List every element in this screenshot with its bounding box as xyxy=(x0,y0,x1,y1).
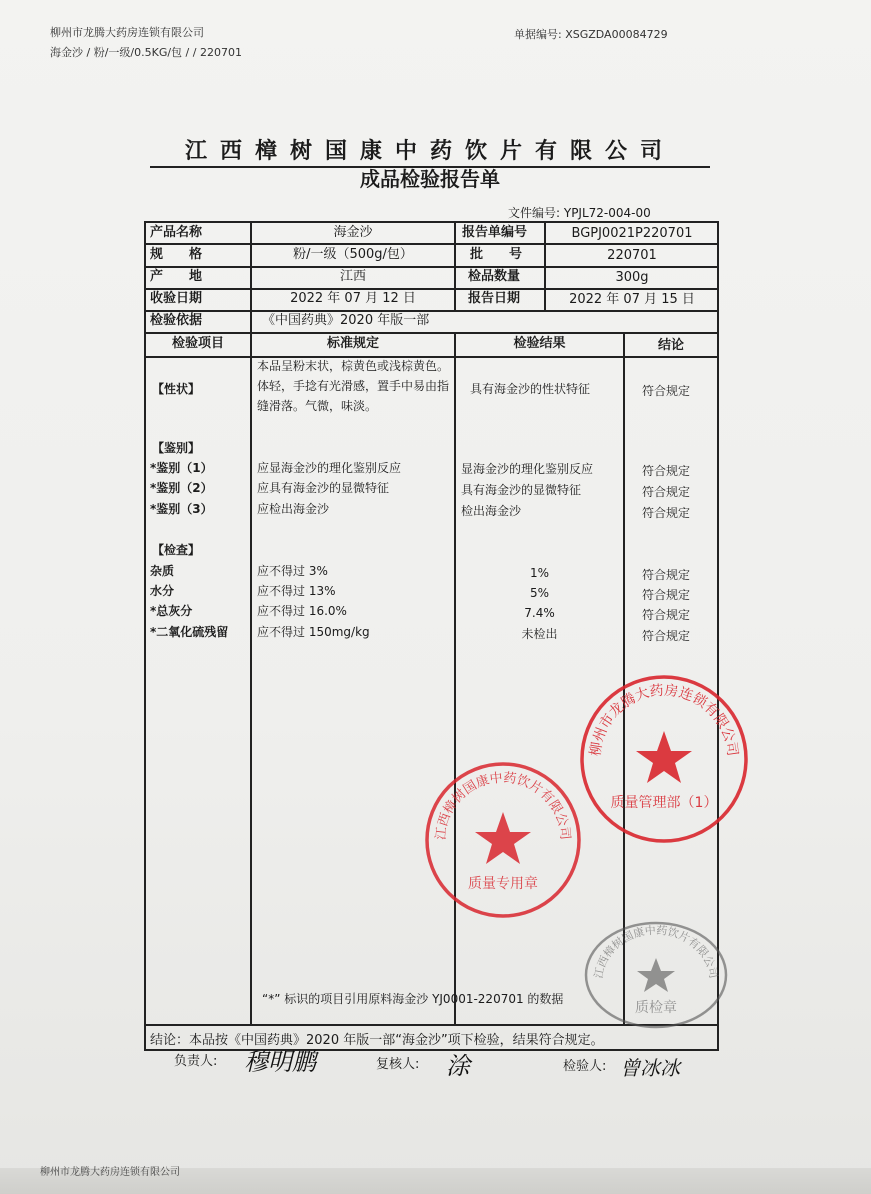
report-title: 成品检验报告单 xyxy=(360,167,500,191)
id-item: *鉴别（2） xyxy=(150,481,213,495)
section-properties: 【性状】 xyxy=(152,382,201,396)
footer-company: 柳州市龙腾大药房连锁有限公司 xyxy=(40,1167,180,1178)
check-result: 1% xyxy=(529,566,550,580)
receive-date-value: 2022 年 07 月 12 日 xyxy=(290,291,416,306)
seal-bottom-text: 质检章 xyxy=(635,1000,677,1016)
responsible-signature: 穆明鹏 xyxy=(244,1048,316,1076)
spec-value: 粉/一级（500g/包） xyxy=(293,247,413,262)
qc-seal-gray xyxy=(582,920,730,1030)
reviewer-signature: 涂 xyxy=(446,1052,470,1080)
id-conclusion: 符合规定 xyxy=(642,506,691,520)
properties-standard: 本品呈粉末状，棕黄色或浅棕黄色。体轻，手捻有光滑感，置手中易由指缝滑落。气微，味淡。 xyxy=(257,359,450,413)
star-icon xyxy=(636,731,692,783)
receive-date-label: 收验日期 xyxy=(150,291,203,306)
qty-label: 检品数量 xyxy=(468,269,521,284)
check-item: 水分 xyxy=(150,584,175,598)
section-inspection: 【检查】 xyxy=(152,543,201,557)
check-result: 7.4% xyxy=(524,606,555,620)
id-item: *鉴别（3） xyxy=(150,502,213,516)
report-date-value: 2022 年 07 月 15 日 xyxy=(569,292,695,307)
origin-label: 产 地 xyxy=(150,269,203,284)
seal-bottom-text: 质量专用章 xyxy=(468,876,538,892)
check-standard: 应不得过 150mg/kg xyxy=(257,625,370,639)
product-name-label: 产品名称 xyxy=(150,225,203,240)
id-conclusion: 符合规定 xyxy=(642,485,691,499)
properties-result: 具有海金沙的性状特征 xyxy=(470,382,591,396)
report-date-label: 报告日期 xyxy=(468,291,521,306)
product-name-value: 海金沙 xyxy=(333,225,373,240)
col-divider xyxy=(454,332,456,1024)
row-divider xyxy=(144,332,719,334)
check-conclusion: 符合规定 xyxy=(642,629,691,643)
col-header-conclusion: 结论 xyxy=(657,338,684,353)
id-standard: 应显海金沙的理化鉴别反应 xyxy=(257,461,402,475)
row-divider xyxy=(144,310,719,312)
check-item: *总灰分 xyxy=(150,604,193,618)
check-standard: 应不得过 13% xyxy=(257,584,336,598)
report-company-title: 江西樟树国康中药饮片有限公司 xyxy=(150,134,710,168)
check-standard: 应不得过 3% xyxy=(257,564,328,578)
check-item: *二氧化硫残留 xyxy=(150,625,229,639)
id-result: 具有海金沙的显微特征 xyxy=(461,483,582,497)
check-item: 杂质 xyxy=(150,564,175,578)
seal-arc-text: 江西樟树国康中药饮片有限公司 xyxy=(433,770,573,841)
batch-value: 220701 xyxy=(607,248,657,263)
quality-seal-pharmacy xyxy=(578,673,750,845)
data-source-note: “*” 标识的项目引用原料海金沙 YJ0001-220701 的数据 xyxy=(262,992,564,1006)
col-header-item: 检验项目 xyxy=(171,336,224,351)
check-result: 未检出 xyxy=(521,627,558,641)
reviewer-label: 复核人: xyxy=(376,1057,420,1072)
star-icon xyxy=(475,812,531,864)
star-icon xyxy=(637,958,675,992)
inspector-signature: 曾冰冰 xyxy=(620,1056,680,1080)
conclusion-text: 结论：本品按《中国药典》2020 年版一部“海金沙”项下检验，结果符合规定。 xyxy=(150,1033,604,1048)
check-result: 5% xyxy=(529,586,550,600)
header-company: 柳州市龙腾大药房连锁有限公司 xyxy=(50,26,204,39)
report-no-label: 报告单编号 xyxy=(462,225,528,240)
header-doc-no: 单据编号: XSGZDA00084729 xyxy=(514,28,668,41)
check-standard: 应不得过 16.0% xyxy=(257,604,347,618)
origin-value: 江西 xyxy=(339,269,366,284)
seal-bottom-text: 质量管理部（1） xyxy=(610,795,718,811)
responsible-label: 负责人: xyxy=(174,1054,218,1069)
spec-label: 规 格 xyxy=(150,247,203,262)
id-result: 显海金沙的理化鉴别反应 xyxy=(461,462,594,476)
qty-value: 300g xyxy=(615,270,649,285)
batch-label: 批 号 xyxy=(470,247,523,262)
report-no-value: BGPJ0021P220701 xyxy=(571,226,693,241)
row-divider xyxy=(144,243,719,245)
section-identification: 【鉴别】 xyxy=(152,441,201,455)
col-header-standard: 标准规定 xyxy=(326,336,379,351)
id-standard: 应检出海金沙 xyxy=(257,502,330,516)
check-conclusion: 符合规定 xyxy=(642,608,691,622)
inspector-label: 检验人: xyxy=(563,1059,607,1074)
seal-arc-text: 柳州市龙腾大药房连锁有限公司 xyxy=(587,682,741,758)
seal-arc-text: 江西樟树国康中药饮片有限公司 xyxy=(591,923,721,980)
id-result: 检出海金沙 xyxy=(461,504,522,518)
id-item: *鉴别（1） xyxy=(150,461,213,475)
basis-label: 检验依据 xyxy=(150,313,203,328)
col-divider xyxy=(250,332,252,1024)
id-standard: 应具有海金沙的显微特征 xyxy=(257,481,390,495)
col-divider xyxy=(250,310,252,332)
basis-value: 《中国药典》2020 年版一部 xyxy=(262,313,430,328)
col-divider xyxy=(454,221,456,311)
file-number: 文件编号: YPJL72-004-00 xyxy=(508,206,651,220)
col-header-result: 检验结果 xyxy=(513,336,566,351)
check-conclusion: 符合规定 xyxy=(642,588,691,602)
header-product-line: 海金沙 / 粉/一级/0.5KG/包 / / 220701 xyxy=(50,46,242,59)
quality-seal-manufacturer xyxy=(423,760,583,920)
check-conclusion: 符合规定 xyxy=(642,568,691,582)
properties-conclusion: 符合规定 xyxy=(642,384,691,398)
id-conclusion: 符合规定 xyxy=(642,464,691,478)
